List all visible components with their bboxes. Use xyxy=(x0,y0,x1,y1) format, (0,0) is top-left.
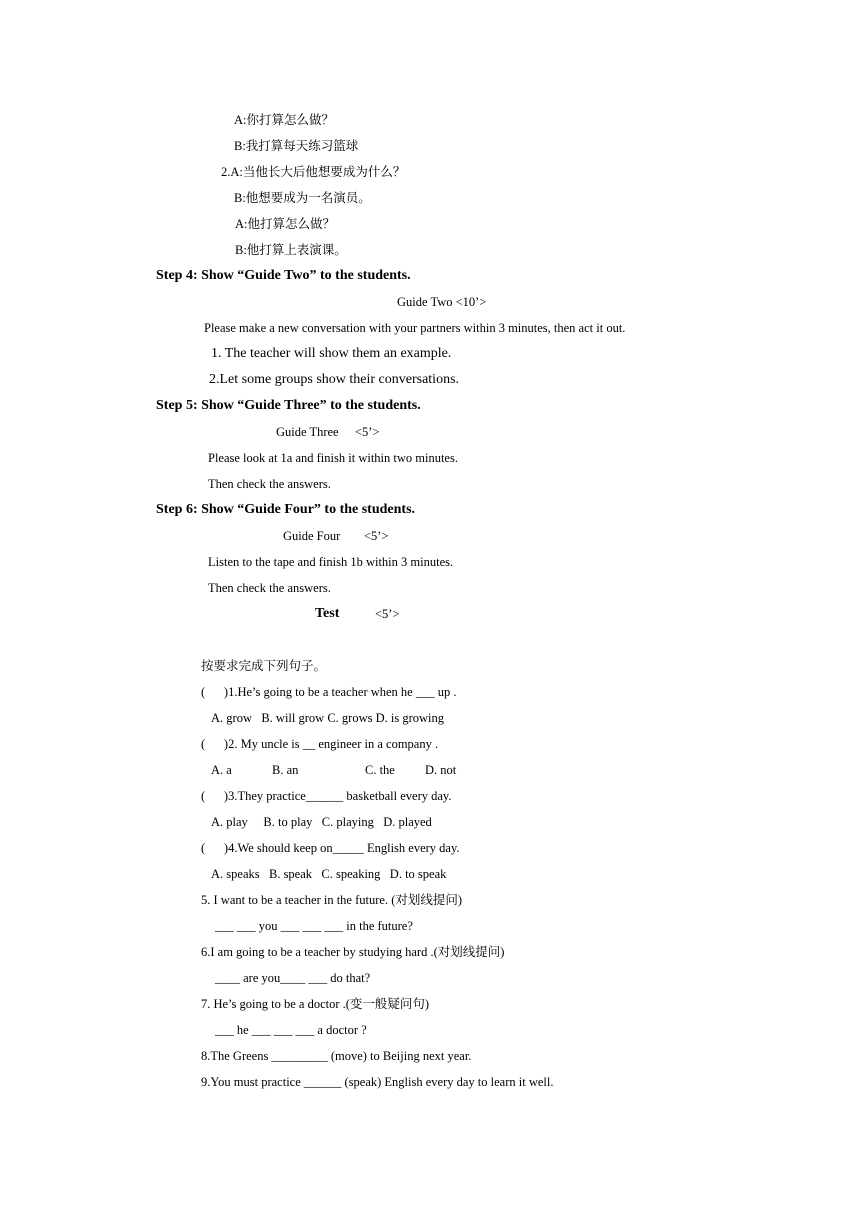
question-4: ( )4.We should keep on_____ English every day. xyxy=(201,841,460,855)
question-5: 5. I want to be a teacher in the future. (对划线提问) xyxy=(201,893,463,907)
question-3-options: A. play B. to play C. playing D. played xyxy=(211,815,432,829)
dialogue1-b-line: B:我打算每天练习篮球 xyxy=(234,139,359,153)
dialogue2-a-want-line: 2.A:当他长大后他想要成为什么？ xyxy=(221,165,406,179)
dialogue2-b-do-line: B:他打算上表演课。 xyxy=(235,243,347,257)
question-2-option-d: D. not xyxy=(425,763,457,777)
question-2: ( )2. My uncle is __ engineer in a company . xyxy=(201,737,439,751)
guide-four-line-1: Listen to the tape and finish 1b within 3 minutes. xyxy=(208,555,454,569)
test-time: <5’> xyxy=(375,607,400,621)
guide-two-instruction: Please make a new conversation with your partners within 3 minutes, then act it out. xyxy=(204,321,626,335)
guide-two-title: Guide Two <10’> xyxy=(397,295,487,309)
question-2-option-a: A. a xyxy=(211,763,232,777)
guide-three-title: Guide Three xyxy=(276,425,339,439)
guide-three-line-2: Then check the answers. xyxy=(208,477,331,491)
question-5-blanks: ___ ___ you ___ ___ ___ in the future? xyxy=(215,919,413,933)
question-2-option-c: C. the xyxy=(365,763,395,777)
guide-four-time: <5’> xyxy=(364,529,389,543)
question-3: ( )3.They practice______ basketball every day. xyxy=(201,789,452,803)
question-1-options: A. grow B. will grow C. grows D. is growing xyxy=(211,711,444,725)
question-2-option-b: B. an xyxy=(272,763,299,777)
question-6-blanks: ____ are you____ ___ do that? xyxy=(215,971,371,985)
question-9: 9.You must practice ______ (speak) English every day to learn it well. xyxy=(201,1075,554,1089)
test-instruction: 按要求完成下列句子。 xyxy=(201,659,327,673)
step4-heading: Step 4: Show “Guide Two” to the students. xyxy=(156,268,411,283)
guide-three-line-1: Please look at 1a and finish it within two minutes. xyxy=(208,451,458,465)
step6-heading: Step 6: Show “Guide Four” to the students. xyxy=(156,502,416,517)
question-8: 8.The Greens _________ (move) to Beijing next year. xyxy=(201,1049,472,1063)
guide-three-time: <5’> xyxy=(355,425,380,439)
question-7-blanks: ___ he ___ ___ ___ a doctor ? xyxy=(215,1023,367,1037)
dialogue1-a-line: A:你打算怎么做？ xyxy=(234,113,335,127)
dialogue2-a-do-line: A:他打算怎么做？ xyxy=(235,217,336,231)
guide-four-title: Guide Four xyxy=(283,529,341,543)
guide-two-item-2: 2.Let some groups show their conversations. xyxy=(209,372,460,387)
question-4-options: A. speaks B. speak C. speaking D. to speak xyxy=(211,867,447,881)
question-7: 7. He’s going to be a doctor .(变一般疑问句) xyxy=(201,997,430,1011)
question-6: 6.I am going to be a teacher by studying hard .(对划线提问) xyxy=(201,945,505,959)
test-title: Test xyxy=(315,606,340,621)
step5-heading: Step 5: Show “Guide Three” to the students. xyxy=(156,398,421,413)
question-1: ( )1.He’s going to be a teacher when he ___ up . xyxy=(201,685,457,699)
dialogue2-b-want-line: B:他想要成为一名演员。 xyxy=(234,191,371,205)
guide-two-item-1: 1. The teacher will show them an example. xyxy=(211,346,452,361)
guide-four-line-2: Then check the answers. xyxy=(208,581,331,595)
